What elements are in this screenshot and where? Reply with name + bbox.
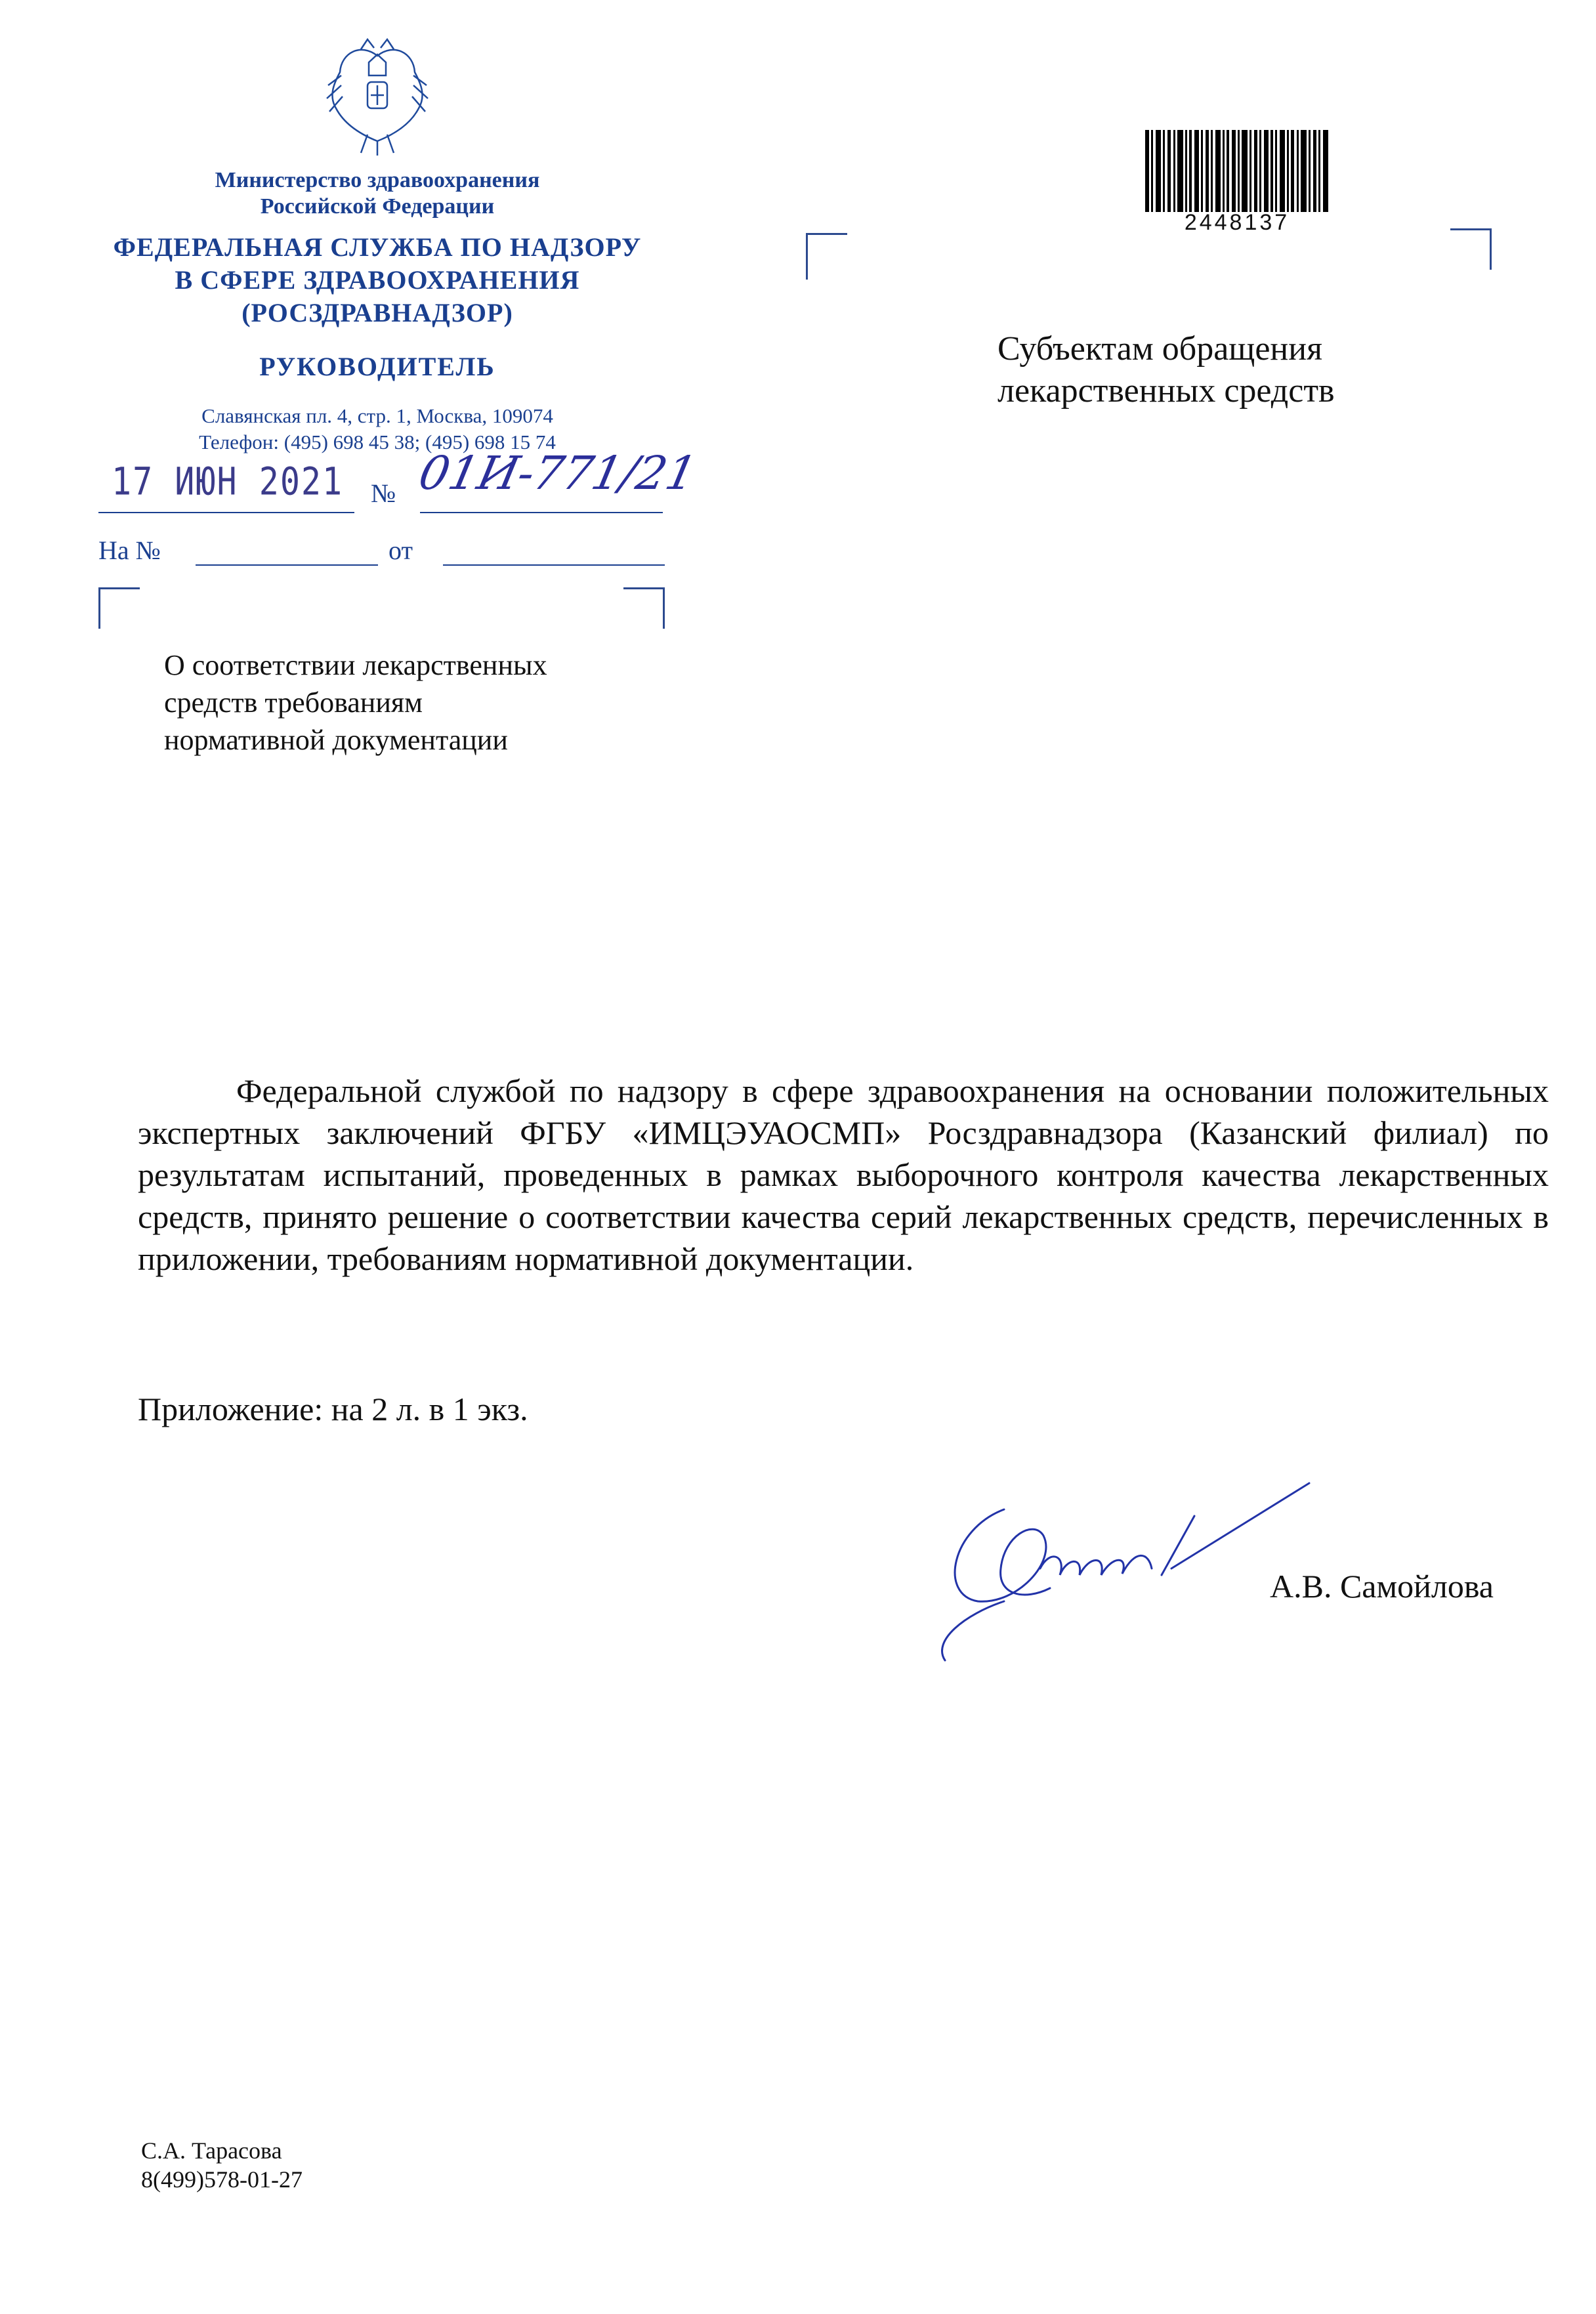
reference-label: На №	[98, 536, 161, 565]
organization-address: Славянская пл. 4, стр. 1, Москва, 109074	[201, 404, 553, 427]
addressee-block	[998, 328, 1335, 412]
service-name-line3: (РОСЗДРАВНАДЗОР)	[242, 298, 513, 327]
organization-phone: Телефон: (495) 698 45 38; (495) 698 15 74	[199, 431, 556, 453]
executor-phone: 8(499)578-01-27	[141, 2166, 303, 2193]
subject-line3: нормативной документации	[164, 724, 508, 756]
date-underline	[98, 512, 354, 513]
signer-name: А.В. Самойлова	[1270, 1568, 1494, 1605]
head-title: РУКОВОДИТЕЛЬ	[259, 352, 495, 381]
subject-corner-right	[623, 587, 665, 629]
service-name-line2: В СФЕРЕ ЗДРАВООХРАНЕНИЯ	[175, 265, 580, 295]
subject-line2: средств требованиям	[164, 686, 423, 719]
registration-number: 01И-771/21	[414, 446, 702, 500]
from-underline	[443, 564, 665, 566]
subject-corner-left	[98, 587, 140, 629]
addressee-corner-left	[806, 233, 847, 280]
ministry-name-line2: Российской Федерации	[260, 194, 495, 219]
date-stamp: 17 ИЮН 2021	[112, 459, 344, 504]
from-label: от	[388, 536, 413, 565]
barcode-image	[1145, 130, 1329, 215]
ministry-name-line1: Министерство здравоохранения	[215, 168, 540, 192]
barcode-number: 2448137	[1184, 210, 1290, 235]
addressee-line2: лекарственных средств	[998, 372, 1335, 410]
reference-underline	[196, 564, 378, 566]
body-paragraph: Федеральной службой по надзору в сфере здравоохранения на основании положительных экспертных заключений ФГБУ «ИМЦЭУАОСМП» Росздравнадзора (Казанский филиал) по результатам испытаний, проведенных в рамках выборочного контроля качества лекарственных средств, принято решение о соответствии качества серий лекарственных средств, перечисленных в приложении, требованиям нормативной документации.	[138, 1072, 1549, 1277]
addressee-line1: Субъектам обращения	[998, 330, 1322, 368]
number-sign: №	[371, 478, 396, 508]
addressee-corner-right	[1450, 228, 1492, 270]
subject-block	[164, 646, 547, 759]
coat-of-arms-emblem	[322, 36, 433, 158]
appendix-note: Приложение: на 2 л. в 1 экз.	[138, 1391, 528, 1427]
executor-name: С.А. Тарасова	[141, 2137, 282, 2164]
number-underline	[420, 512, 663, 513]
subject-line1: О соответствии лекарственных	[164, 649, 547, 681]
service-name-line1: ФЕДЕРАЛЬНАЯ СЛУЖБА ПО НАДЗОРУ	[113, 232, 642, 262]
